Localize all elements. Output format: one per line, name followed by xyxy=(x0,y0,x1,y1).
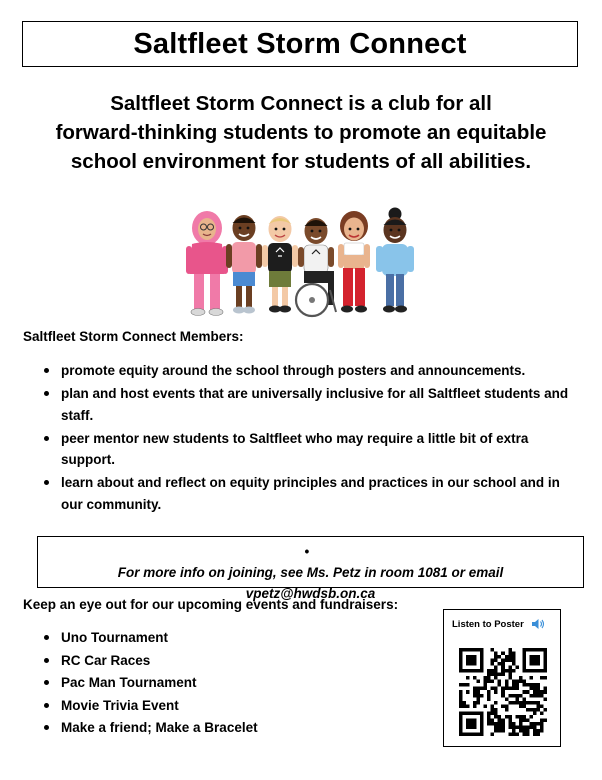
info-box xyxy=(37,536,584,601)
bullet-icon xyxy=(44,436,49,441)
avatar xyxy=(376,208,414,313)
list-item-text: learn about and reflect on equity principles and practices in our school and in our community. xyxy=(61,475,560,512)
intro-text xyxy=(20,89,582,176)
avatar xyxy=(262,216,298,313)
qr-box xyxy=(443,609,561,747)
bullet-icon xyxy=(44,658,49,663)
speaker-icon[interactable] xyxy=(531,618,545,630)
student-avatars-illustration xyxy=(184,204,416,320)
list-item-text: RC Car Races xyxy=(61,652,151,668)
bullet-icon xyxy=(44,391,49,396)
qr-finder-pattern xyxy=(459,711,484,736)
bullet-icon xyxy=(44,703,49,708)
bullet-icon xyxy=(44,480,49,485)
avatar xyxy=(226,215,262,314)
members-heading: Saltfleet Storm Connect Members: xyxy=(23,329,244,344)
list-item-text: plan and host events that are universally inclusive for all Saltfleet students and staff. xyxy=(61,386,569,423)
list-item xyxy=(41,650,421,673)
members-list xyxy=(41,360,576,517)
contact-email[interactable]: vpetz@hwdsb.on.ca xyxy=(245,586,376,601)
list-item xyxy=(41,717,421,740)
info-text: For more info on joining, see Ms. Petz in room 1081 or email xyxy=(117,565,504,580)
bullet-icon xyxy=(44,725,49,730)
list-item-text: Uno Tournament xyxy=(61,630,168,645)
intro-line: forward-thinking students to promote an equitable xyxy=(55,121,547,145)
list-item xyxy=(41,695,421,718)
qr-label: Listen to Poster xyxy=(452,619,524,630)
list-item xyxy=(41,627,421,650)
list-item xyxy=(41,428,576,471)
list-item-text: Pac Man Tournament xyxy=(61,675,197,690)
list-item xyxy=(41,360,576,382)
events-heading: Keep an eye out for our upcoming events and fundraisers: xyxy=(23,597,399,612)
list-item-text: peer mentor new students to Saltfleet who may require a little bit of extra support. xyxy=(61,430,529,467)
events-list xyxy=(41,627,421,740)
page-title: Saltfleet Storm Connect xyxy=(133,27,467,60)
qr-finder-pattern xyxy=(459,648,484,673)
list-item-text: promote equity around the school through posters and announcements. xyxy=(61,363,526,378)
avatar xyxy=(338,211,370,313)
avatar xyxy=(296,218,336,316)
bullet-icon xyxy=(44,635,49,640)
list-item xyxy=(41,672,421,695)
list-item xyxy=(41,383,576,426)
bullet-icon xyxy=(44,368,49,373)
title-box xyxy=(22,21,578,67)
intro-line: Saltfleet Storm Connect is a club for all xyxy=(110,92,492,115)
qr-finder-pattern xyxy=(522,648,547,673)
info-line: • For more info on joining, see Ms. Petz in room 1081 or email xyxy=(38,541,583,583)
qr-code[interactable] xyxy=(459,648,547,736)
avatar xyxy=(186,211,228,316)
list-item-text: Movie Trivia Event xyxy=(61,697,179,713)
bullet-icon xyxy=(44,680,49,685)
intro-line: school environment for students of all abilities. xyxy=(70,150,532,174)
list-item-text: Make a friend; Make a Bracelet xyxy=(61,720,258,735)
list-item xyxy=(41,472,576,515)
